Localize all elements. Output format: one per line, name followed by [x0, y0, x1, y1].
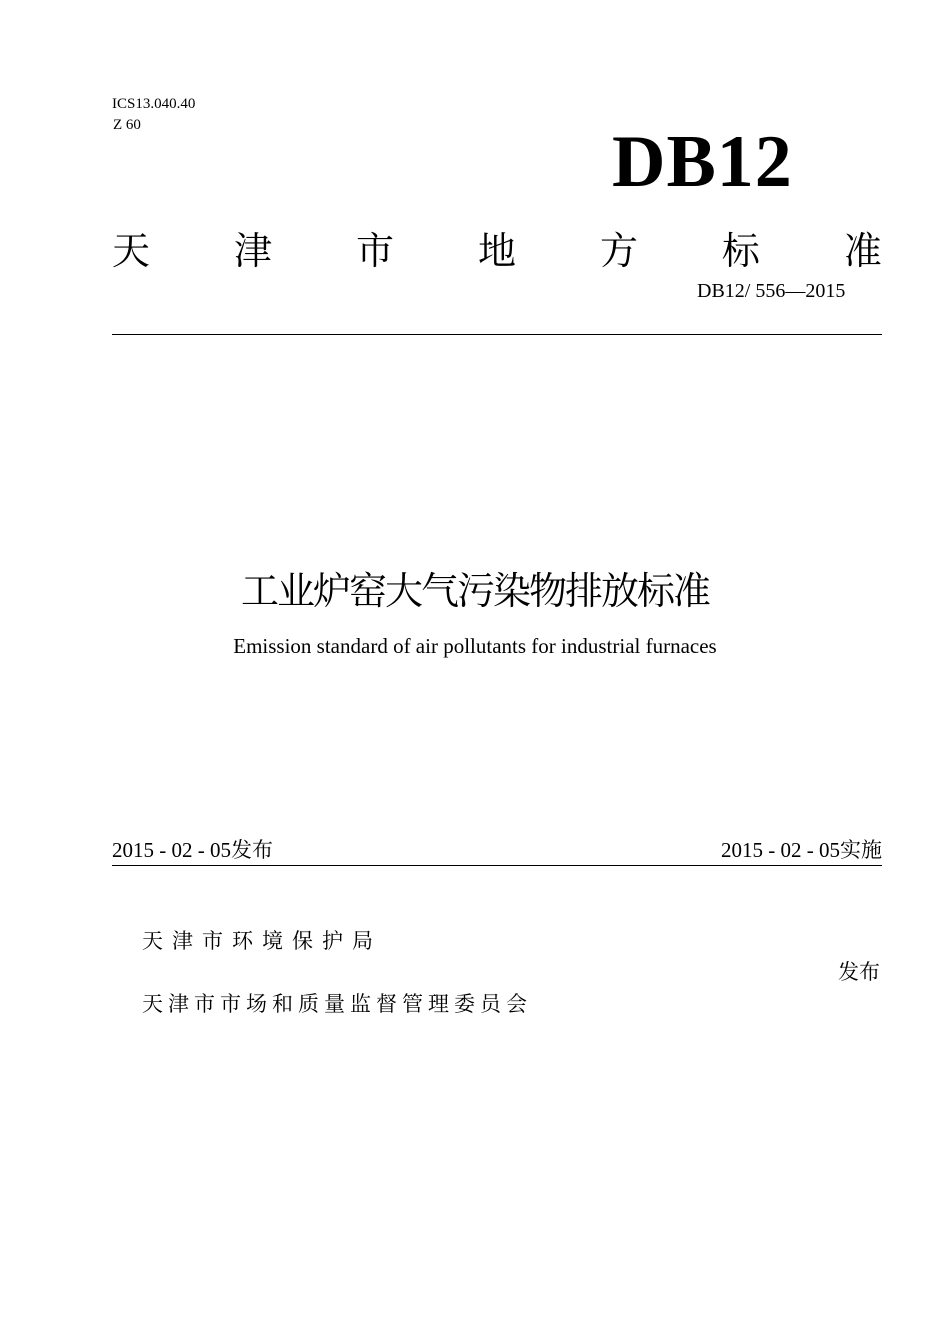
- standard-type-char: 方: [599, 229, 638, 273]
- issuer-environment-bureau: 天津市环境保护局: [142, 929, 382, 953]
- standard-type-char: 津: [233, 229, 272, 273]
- ics-code: ICS13.040.40: [112, 96, 196, 112]
- standard-type-char: 准: [843, 229, 882, 273]
- document-title-en: Emission standard of air pollutants for industrial furnaces: [233, 634, 717, 658]
- standard-type-char: 地: [477, 229, 516, 273]
- implement-date-group: [721, 836, 882, 864]
- top-divider: [112, 334, 882, 335]
- publish-date-group: [112, 836, 273, 864]
- standard-number: DB12/ 556—2015: [697, 280, 846, 302]
- clc-code: Z 60: [113, 117, 141, 133]
- issue-label: 发布: [838, 960, 880, 984]
- publish-label: 发布: [231, 838, 273, 862]
- standard-type-char: 市: [355, 229, 394, 273]
- date-row: [112, 836, 882, 864]
- bottom-divider: [112, 865, 882, 866]
- standard-type-title: [112, 226, 882, 276]
- standard-type-char: 天: [112, 229, 151, 273]
- publish-date: 2015 - 02 - 05: [112, 838, 231, 862]
- implement-date: 2015 - 02 - 05: [721, 838, 840, 862]
- document-title-zh: 工业炉窑大气污染物排放标准: [240, 569, 709, 613]
- implement-label: 实施: [840, 838, 882, 862]
- issuer-market-quality-committee: 天津市市场和质量监督管理委员会: [142, 992, 532, 1016]
- standard-mark: DB12: [612, 121, 793, 203]
- standard-type-char: 标: [721, 229, 760, 273]
